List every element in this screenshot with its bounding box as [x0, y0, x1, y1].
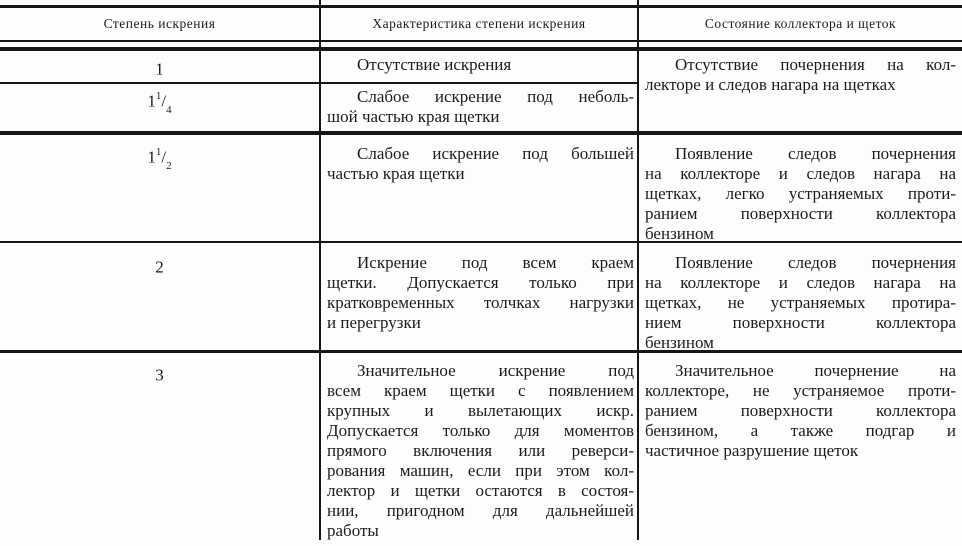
column-header-state: [639, 8, 962, 40]
degree-denominator: 2: [166, 160, 172, 173]
degree-slash: /: [161, 147, 167, 167]
text-line: коллекторе, не устраняемое проти-: [645, 381, 956, 400]
degree-numerator: 1: [155, 146, 162, 158]
row-divider-1q-1h: [0, 131, 962, 135]
text-line: крупных и вылетающих искр.: [327, 401, 634, 420]
degree-numerator: 1: [155, 90, 162, 102]
text-line: Допускается только для моментов: [327, 421, 634, 440]
text-line: бензином: [645, 224, 714, 243]
text-line: прямого включения или реверси-: [327, 441, 634, 460]
header-rule-thick: [0, 47, 962, 51]
characteristic-cell-row-1q: [327, 87, 634, 127]
degree-cell-row-3: [0, 361, 319, 392]
state-cell-row-1h: [645, 144, 956, 244]
column-header-characteristic-label: Характеристика степени искрения: [372, 16, 586, 31]
degree-cell-row-1: [0, 55, 319, 86]
degree-cell-row-1q: [0, 87, 319, 118]
column-header-degree: [0, 8, 319, 40]
text-line: щетках, легко устраняемых проти-: [645, 184, 956, 203]
text-line: нии, пригодном для дальнейшей: [327, 501, 634, 520]
text-line: Искрение под всем краем: [357, 253, 634, 272]
degree-base: 1: [147, 91, 156, 111]
text-line: Отсутствие почернения на кол-: [675, 55, 956, 74]
characteristic-cell-row-1: [327, 55, 634, 75]
text-line: работы: [327, 521, 379, 540]
degree-cell-row-2: [0, 253, 319, 284]
column-divider-1: [319, 0, 321, 540]
degree-base: 3: [155, 365, 164, 385]
text-line: ранием поверхности коллектора: [645, 401, 956, 420]
degree-base: 1: [155, 59, 164, 79]
degree-base: 2: [155, 257, 164, 277]
text-line: Слабое искрение под большей: [357, 144, 634, 163]
state-cell-row-2: [645, 253, 956, 353]
text-line: на коллекторе и следов нагара на: [645, 273, 956, 292]
text-line: Значительное искрение под: [357, 361, 634, 380]
text-line: на коллекторе и следов нагара на: [645, 164, 956, 183]
text-line: шой частью края щетки: [327, 107, 500, 126]
degree-cell-row-1h: [0, 143, 319, 174]
text-line: кратковременных толчках нагрузки: [327, 293, 634, 312]
degree-base: 1: [147, 147, 156, 167]
text-line: бензином: [645, 333, 714, 352]
text-line: нием поверхности коллектора: [645, 313, 956, 332]
text-line: щетки. Допускается только при: [327, 273, 634, 292]
header-rule-thin: [0, 40, 962, 42]
column-header-degree-label: Степень искрения: [103, 16, 216, 31]
characteristic-cell-row-3: [327, 361, 634, 541]
degree-denominator: 4: [166, 104, 172, 117]
text-line: рования машин, если при этом кол-: [327, 461, 634, 480]
column-divider-2: [637, 0, 639, 540]
text-line: Значительное почернение на: [675, 361, 956, 380]
text-line: лектор и щетки остаются в состоя-: [327, 481, 634, 500]
text-line: Появление следов почернения: [675, 144, 956, 163]
text-line: бензином, а также подгар и: [645, 421, 956, 440]
text-line: всем краем щетки с появлением: [327, 381, 634, 400]
column-header-characteristic: [321, 8, 637, 40]
text-line: Отсутствие искрения: [357, 55, 512, 74]
characteristic-cell-row-2: [327, 253, 634, 333]
text-line: ранием поверхности коллектора: [645, 204, 956, 223]
column-header-state-label: Состояние коллектора и щеток: [704, 16, 897, 31]
text-line: щетках, не устраняемых протира-: [645, 293, 956, 312]
text-line: частью края щетки: [327, 164, 465, 183]
characteristic-cell-row-1h: [327, 144, 634, 184]
text-line: частичное разрушение щеток: [645, 441, 859, 460]
state-cell-row-3: [645, 361, 956, 461]
degree-slash: /: [161, 91, 167, 111]
text-line: лекторе и следов нагара на щетках: [645, 75, 896, 94]
text-line: и перегрузки: [327, 313, 421, 332]
text-line: Появление следов почернения: [675, 253, 956, 272]
text-line: Слабое искрение под неболь-: [357, 87, 634, 106]
state-cell-rows-1-1q-merged: [645, 55, 956, 95]
